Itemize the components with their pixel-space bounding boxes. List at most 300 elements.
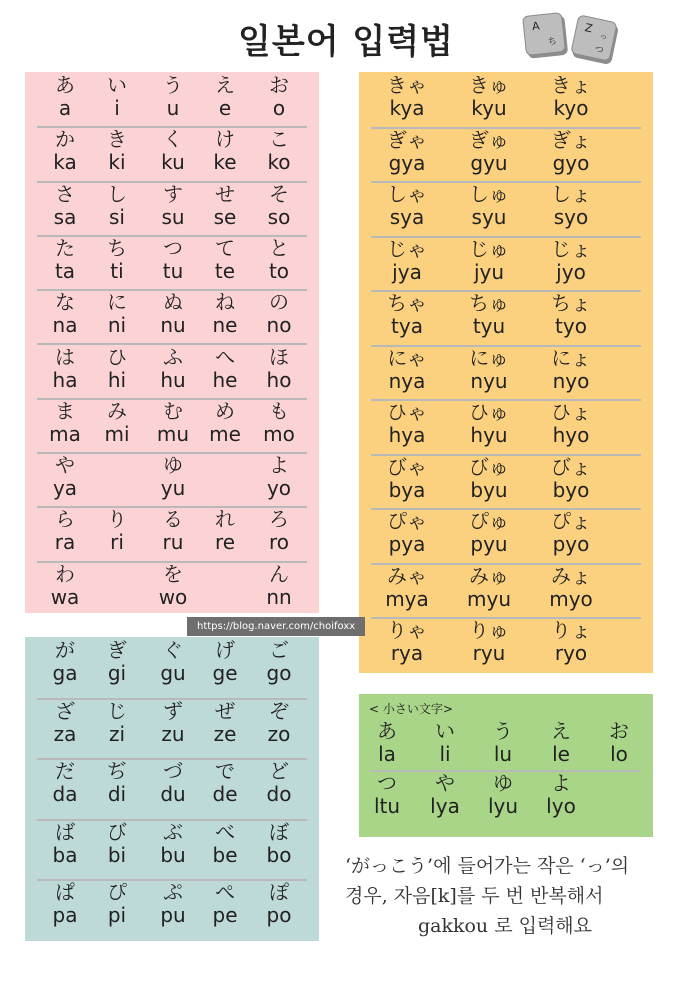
romaji-input: yu [160,476,186,501]
romaji-input: gu [160,661,186,685]
romaji-input: ba [52,842,78,867]
kana-glyph: ぎょ [551,127,591,152]
kana-cell [197,760,253,806]
kana-cell [37,291,93,337]
romaji-input: de [212,782,238,806]
romaji-input: mo [263,421,295,446]
kana-glyph: な [55,290,75,315]
kana-cell [533,720,589,766]
kana-cell [531,238,611,284]
romaji-input: ri [110,530,124,555]
kana-row [37,639,307,700]
romaji-input: rya [390,641,424,665]
basic-kana-panel [25,72,319,613]
romaji-input: do [266,782,292,806]
romaji-input: pe [212,903,238,927]
kana-glyph: ちゃ [387,291,427,315]
kana-cell [37,881,93,927]
kana-cell [367,292,447,338]
kana-cell [367,129,447,175]
kana-glyph: ず [163,698,183,723]
keycap-z-small-kana: っ [598,31,609,42]
kana-cell [449,401,529,447]
romaji-input: myu [467,586,511,611]
kana-glyph: む [163,398,183,423]
romaji-input: i [114,96,120,120]
kana-cell [367,238,447,284]
kana-glyph: を [163,561,183,586]
kana-glyph: で [215,759,235,783]
kana-row [37,508,307,562]
romaji-input: kyo [553,96,589,120]
romaji-input: nyu [470,368,508,393]
kana-glyph: ぎゃ [387,127,427,152]
kana-cell [251,563,307,609]
romaji-input: ho [266,367,292,392]
kana-glyph: げ [215,638,235,662]
kana-cell [197,128,253,174]
kana-glyph: みゅ [469,563,509,588]
kana-glyph: じ [107,698,127,723]
romaji-input: sya [389,205,425,229]
kana-glyph: ぞ [269,698,289,723]
kana-glyph: ぜ [215,698,235,723]
kana-cell [37,563,93,609]
romaji-input: le [552,742,570,766]
kana-cell [251,346,307,392]
kana-cell [251,700,307,746]
romaji-input: gyo [552,150,590,175]
romaji-input: tu [162,258,184,283]
romaji-input: ze [213,721,237,746]
kana-cell [37,454,93,500]
kana-glyph: びゃ [387,454,427,479]
kana-cell [197,639,253,685]
kana-cell [367,565,447,611]
kana-glyph: しょ [551,182,591,206]
kana-cell [89,346,145,392]
romaji-input: e [218,96,232,120]
romaji-input: po [266,903,292,927]
kana-glyph: ち [107,235,127,260]
kana-cell [531,183,611,229]
kana-glyph: ゆ [163,453,183,478]
kana-row [371,772,641,822]
kana-glyph: ぺ [215,880,235,904]
kana-glyph: ま [55,398,75,423]
kana-row [371,183,641,238]
kana-cell [197,508,253,554]
kana-cell [197,291,253,337]
kana-glyph: りゅ [469,618,509,642]
romaji-input: jyu [473,259,505,284]
kana-glyph: お [269,73,289,97]
romaji-input: na [52,313,78,338]
kana-cell [251,400,307,446]
kana-glyph: びゅ [469,454,509,479]
romaji-input: la [378,742,396,766]
romaji-input: ya [52,476,78,501]
kana-cell [531,619,611,665]
kana-glyph: み [107,398,127,423]
kana-glyph: ひょ [551,400,591,424]
kana-cell [197,237,253,283]
kana-cell [251,821,307,867]
kana-cell [449,129,529,175]
kana-cell [145,454,201,500]
romaji-input: hyu [470,423,508,447]
kana-cell [89,74,145,120]
kana-cell [37,74,93,120]
romaji-input: bo [266,842,292,867]
kana-cell [197,74,253,120]
keycap-a [522,12,566,56]
kana-glyph: や [435,771,455,795]
kana-glyph: ぴゃ [387,509,427,533]
kana-cell [89,639,145,685]
kana-glyph: は [55,344,75,369]
kana-glyph: い [107,73,127,97]
kana-glyph: に [107,290,127,315]
romaji-input: no [266,313,292,338]
kana-glyph: ぴゅ [469,509,509,533]
kana-cell [37,400,93,446]
kana-cell [251,74,307,120]
romaji-input: bya [388,477,426,502]
kana-cell [475,772,531,818]
kana-cell [251,454,307,500]
kana-glyph: ぎゅ [469,127,509,152]
kana-glyph: にゅ [469,345,509,370]
kana-cell [197,346,253,392]
kana-glyph: ぴ [107,880,127,904]
kana-cell [531,74,611,120]
romaji-input: tya [391,314,423,338]
kana-glyph: あ [377,719,397,743]
kana-glyph: しゅ [469,182,509,206]
kana-cell [89,881,145,927]
romaji-input: mu [156,421,190,446]
note-line-3: gakkou 로 입력해요 [417,915,593,937]
kana-glyph: か [55,127,75,152]
kana-glyph: にゃ [387,345,427,370]
kana-row [37,563,307,615]
kana-cell [37,821,93,867]
kana-row [371,720,641,772]
kana-glyph: び [107,819,127,844]
kana-cell [89,700,145,746]
kana-glyph: わ [55,561,75,586]
romaji-input: di [107,782,127,806]
kana-glyph: ろ [269,507,289,532]
kana-glyph: ば [55,819,75,844]
keycap-z-kana: つ [593,44,605,57]
kana-cell [37,237,93,283]
kana-cell [367,401,447,447]
kana-cell [197,400,253,446]
kana-cell [367,183,447,229]
kana-glyph: え [551,719,571,743]
kana-cell [197,881,253,927]
kana-cell [145,881,201,927]
romaji-input: hu [160,367,186,392]
kana-row [37,881,307,940]
kana-glyph: う [493,719,513,743]
romaji-input: syo [553,205,589,229]
kana-row [371,510,641,565]
kana-glyph: あ [55,73,75,97]
kana-glyph: きょ [551,73,591,97]
kana-cell [449,292,529,338]
kana-row [371,238,641,293]
kana-cell [89,128,145,174]
kana-glyph: と [269,235,289,260]
kana-glyph: しゃ [387,182,427,206]
romaji-input: hyo [552,423,590,447]
keycap-z-label: Z [583,21,594,36]
kana-glyph: ぢ [107,759,127,783]
romaji-input: ko [267,150,291,175]
kana-glyph: よ [269,453,289,478]
romaji-input: ke [213,150,237,175]
page-title: 일본어 입력법 [238,22,454,62]
kana-cell [359,772,415,818]
romaji-input: a [58,96,72,120]
romaji-input: bi [107,842,127,867]
romaji-input: du [160,782,186,806]
kana-glyph: ほ [269,344,289,369]
keyboard-keys-icon [522,12,622,64]
romaji-input: ti [110,258,124,283]
kana-cell [145,400,201,446]
kana-cell [251,881,307,927]
romaji-input: ryo [554,641,588,665]
romaji-input: tyu [472,314,506,338]
romaji-input: ta [54,258,76,283]
romaji-input: jyo [556,259,586,284]
kana-row [37,400,307,454]
romaji-input: sa [53,204,77,229]
romaji-input: ryu [472,641,506,665]
kana-cell [449,619,529,665]
note-line-2: 경우, 자음[k]를 두 번 반복해서 [345,885,604,907]
romaji-input: u [166,96,180,120]
kana-glyph: ど [269,759,289,783]
kana-glyph: じゅ [469,236,509,261]
youon-kana-panel [359,72,653,673]
romaji-input: nya [388,368,426,393]
kana-row [371,619,641,672]
romaji-input: wa [50,584,80,609]
keycap-a-label: A [531,19,541,34]
kana-cell [449,238,529,284]
kana-cell [145,821,201,867]
romaji-input: ni [107,313,127,338]
kana-glyph: ちょ [551,291,591,315]
romaji-input: pya [388,532,426,556]
kana-glyph: ぱ [55,880,75,904]
romaji-input: bu [160,842,186,867]
romaji-input: re [214,530,236,555]
kana-cell [37,128,93,174]
kana-cell [197,183,253,229]
kana-glyph: ご [269,638,289,662]
kana-glyph: や [55,453,75,478]
kana-cell [449,510,529,556]
romaji-input: lyo [546,794,576,818]
kana-glyph: へ [215,344,235,369]
romaji-input: mya [385,586,429,611]
romaji-input: hya [388,423,426,447]
romaji-input: se [213,204,237,229]
kana-glyph: ひゃ [387,400,427,424]
kana-glyph: き [107,127,127,152]
kana-glyph: ぶ [163,819,183,844]
kana-cell [531,292,611,338]
kana-cell [89,291,145,337]
small-kana-heading: < 小さい文字> [369,702,453,716]
romaji-input: ga [52,661,78,685]
romaji-input: te [214,258,236,283]
romaji-input: hi [107,367,127,392]
romaji-input: zi [108,721,126,746]
romaji-input: nu [160,313,186,338]
kana-cell [591,720,647,766]
kana-glyph: け [215,127,235,152]
kana-cell [37,508,93,554]
romaji-input: pu [160,903,186,927]
kana-cell [145,291,201,337]
kana-cell [449,347,529,393]
romaji-input: pyu [470,532,508,556]
kana-cell [475,720,531,766]
kana-row [37,128,307,182]
kana-cell [145,508,201,554]
kana-glyph: みゃ [387,563,427,588]
kana-glyph: づ [163,759,183,783]
romaji-input: zu [161,721,185,746]
kana-glyph: て [215,235,235,260]
romaji-input: byo [552,477,590,502]
romaji-input: li [439,742,451,766]
kana-glyph: の [269,290,289,315]
romaji-input: myo [549,586,593,611]
note-line-1: ‘がっこう’에 들어가는 작은 ‘っ’의 [345,855,630,877]
kana-cell [89,821,145,867]
romaji-input: so [267,204,291,229]
kana-row [37,183,307,237]
kana-glyph: る [163,507,183,532]
kana-glyph: ね [215,290,235,315]
watermark-url: https://blog.naver.com/choifoxx [187,617,365,636]
kana-row [371,292,641,347]
romaji-input: su [161,204,185,229]
kana-row [371,565,641,620]
romaji-input: tyo [555,314,587,338]
kana-cell [89,183,145,229]
romaji-input: gyu [470,150,508,175]
kana-cell [367,347,447,393]
kana-row [37,454,307,508]
kana-glyph: ちゅ [469,291,509,315]
romaji-input: si [109,204,125,229]
romaji-input: ma [49,421,81,446]
romaji-input: gya [388,150,426,175]
kana-glyph: ぎ [107,638,127,662]
romaji-input: o [272,96,286,120]
romaji-input: lu [493,742,513,766]
romaji-input: ha [52,367,78,392]
romaji-input: lya [430,794,460,818]
kana-glyph: ゆ [493,771,513,795]
romaji-input: nyo [552,368,590,393]
kana-glyph: く [163,127,183,152]
kana-glyph: べ [215,819,235,844]
kana-glyph: う [163,73,183,97]
kana-glyph: つ [377,771,397,795]
kana-row [37,760,307,821]
kana-glyph: が [55,638,75,662]
romaji-input: mi [104,421,130,446]
romaji-input: he [212,367,238,392]
romaji-input: ge [212,661,238,685]
kana-glyph: きゅ [469,73,509,97]
kana-glyph: よ [551,771,571,795]
romaji-input: lo [610,742,628,766]
kana-cell [145,237,201,283]
kana-glyph: ひゅ [469,400,509,424]
romaji-input: zo [267,721,291,746]
romaji-input: ru [162,530,184,555]
romaji-input: kyu [471,96,507,120]
kana-row [371,401,641,456]
kana-cell [359,720,415,766]
romaji-input: ne [212,313,238,338]
kana-cell [37,346,93,392]
kana-cell [37,183,93,229]
kana-glyph: い [435,719,455,743]
kana-glyph: きゃ [387,73,427,97]
kana-cell [89,760,145,806]
kana-glyph: ぼ [269,819,289,844]
kana-cell [37,639,93,685]
kana-glyph: も [269,398,289,423]
kana-cell [145,346,201,392]
romaji-input: pa [52,903,78,927]
kana-glyph: りゃ [387,618,427,642]
kana-glyph: ら [55,507,75,532]
small-kana-panel [359,694,653,837]
romaji-input: be [212,842,238,867]
kana-glyph: そ [269,181,289,206]
romaji-input: ku [161,150,185,175]
kana-cell [251,237,307,283]
kana-cell [531,456,611,502]
voiced-kana-panel [25,637,319,941]
gakkou-note [345,851,675,941]
kana-cell [367,510,447,556]
kana-cell [449,183,529,229]
kana-cell [251,128,307,174]
kana-glyph: す [163,181,183,206]
romaji-input: gi [107,661,127,685]
kana-row [371,74,641,129]
kana-cell [145,128,201,174]
kana-cell [251,508,307,554]
kana-cell [197,700,253,746]
kana-glyph: こ [269,127,289,152]
kana-glyph: た [55,235,75,260]
